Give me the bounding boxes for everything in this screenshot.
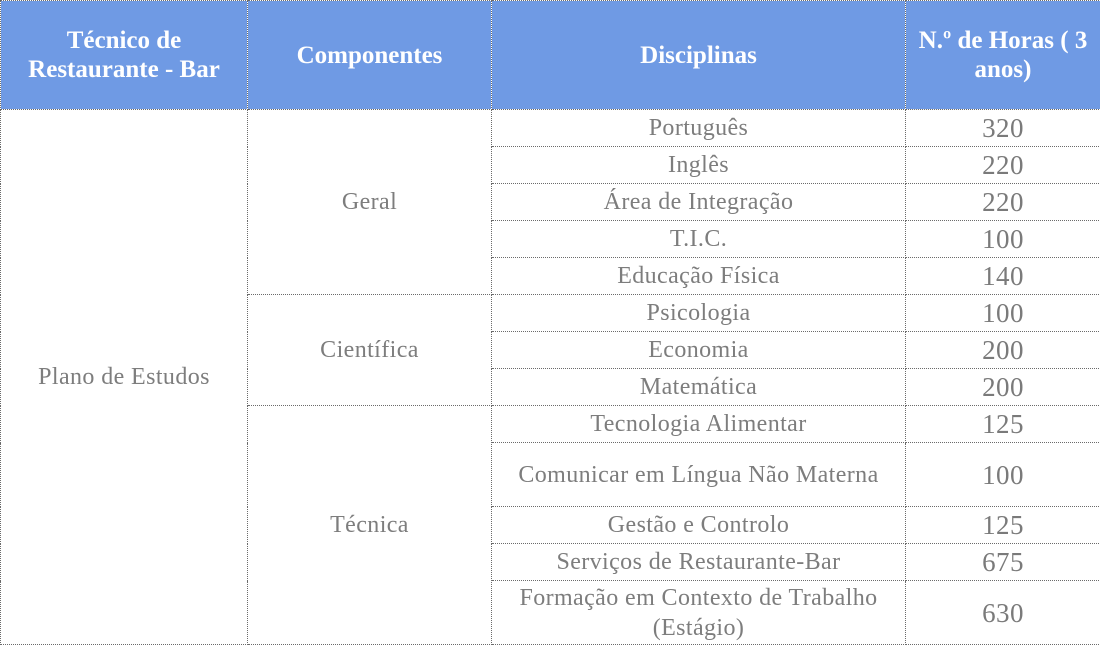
header-hours: N.º de Horas ( 3 anos) — [906, 1, 1100, 110]
discipline-cell: Área de Integração — [492, 184, 906, 221]
hours-cell: 140 — [906, 258, 1100, 295]
hours-cell: 220 — [906, 147, 1100, 184]
hours-cell: 630 — [906, 581, 1100, 645]
discipline-cell: Gestão e Controlo — [492, 507, 906, 544]
discipline-cell: Inglês — [492, 147, 906, 184]
hours-cell: 200 — [906, 369, 1100, 406]
discipline-cell: Formação em Contexto de Trabalho (Estágio) — [492, 581, 906, 645]
component-geral: Geral — [248, 110, 492, 295]
discipline-cell: Português — [492, 110, 906, 147]
table-row — [1, 110, 1100, 147]
discipline-cell: Comunicar em Língua Não Materna — [492, 443, 906, 507]
header-course: Técnico de Restaurante - Bar — [1, 1, 248, 110]
component-cientifica: Científica — [248, 295, 492, 406]
discipline-cell: T.I.C. — [492, 221, 906, 258]
hours-cell: 100 — [906, 295, 1100, 332]
component-tecnica: Técnica — [248, 406, 492, 645]
hours-cell: 220 — [906, 184, 1100, 221]
discipline-cell: Educação Física — [492, 258, 906, 295]
discipline-cell: Matemática — [492, 369, 906, 406]
discipline-cell: Serviços de Restaurante-Bar — [492, 544, 906, 581]
hours-cell: 125 — [906, 406, 1100, 443]
header-row — [1, 1, 1100, 110]
hours-cell: 125 — [906, 507, 1100, 544]
header-components: Componentes — [248, 1, 492, 110]
hours-cell: 200 — [906, 332, 1100, 369]
discipline-cell: Economia — [492, 332, 906, 369]
discipline-cell: Psicologia — [492, 295, 906, 332]
plan-label: Plano de Estudos — [1, 110, 248, 645]
hours-cell: 675 — [906, 544, 1100, 581]
hours-cell: 100 — [906, 443, 1100, 507]
hours-cell: 100 — [906, 221, 1100, 258]
discipline-cell: Tecnologia Alimentar — [492, 406, 906, 443]
hours-cell: 320 — [906, 110, 1100, 147]
header-disciplines: Disciplinas — [492, 1, 906, 110]
